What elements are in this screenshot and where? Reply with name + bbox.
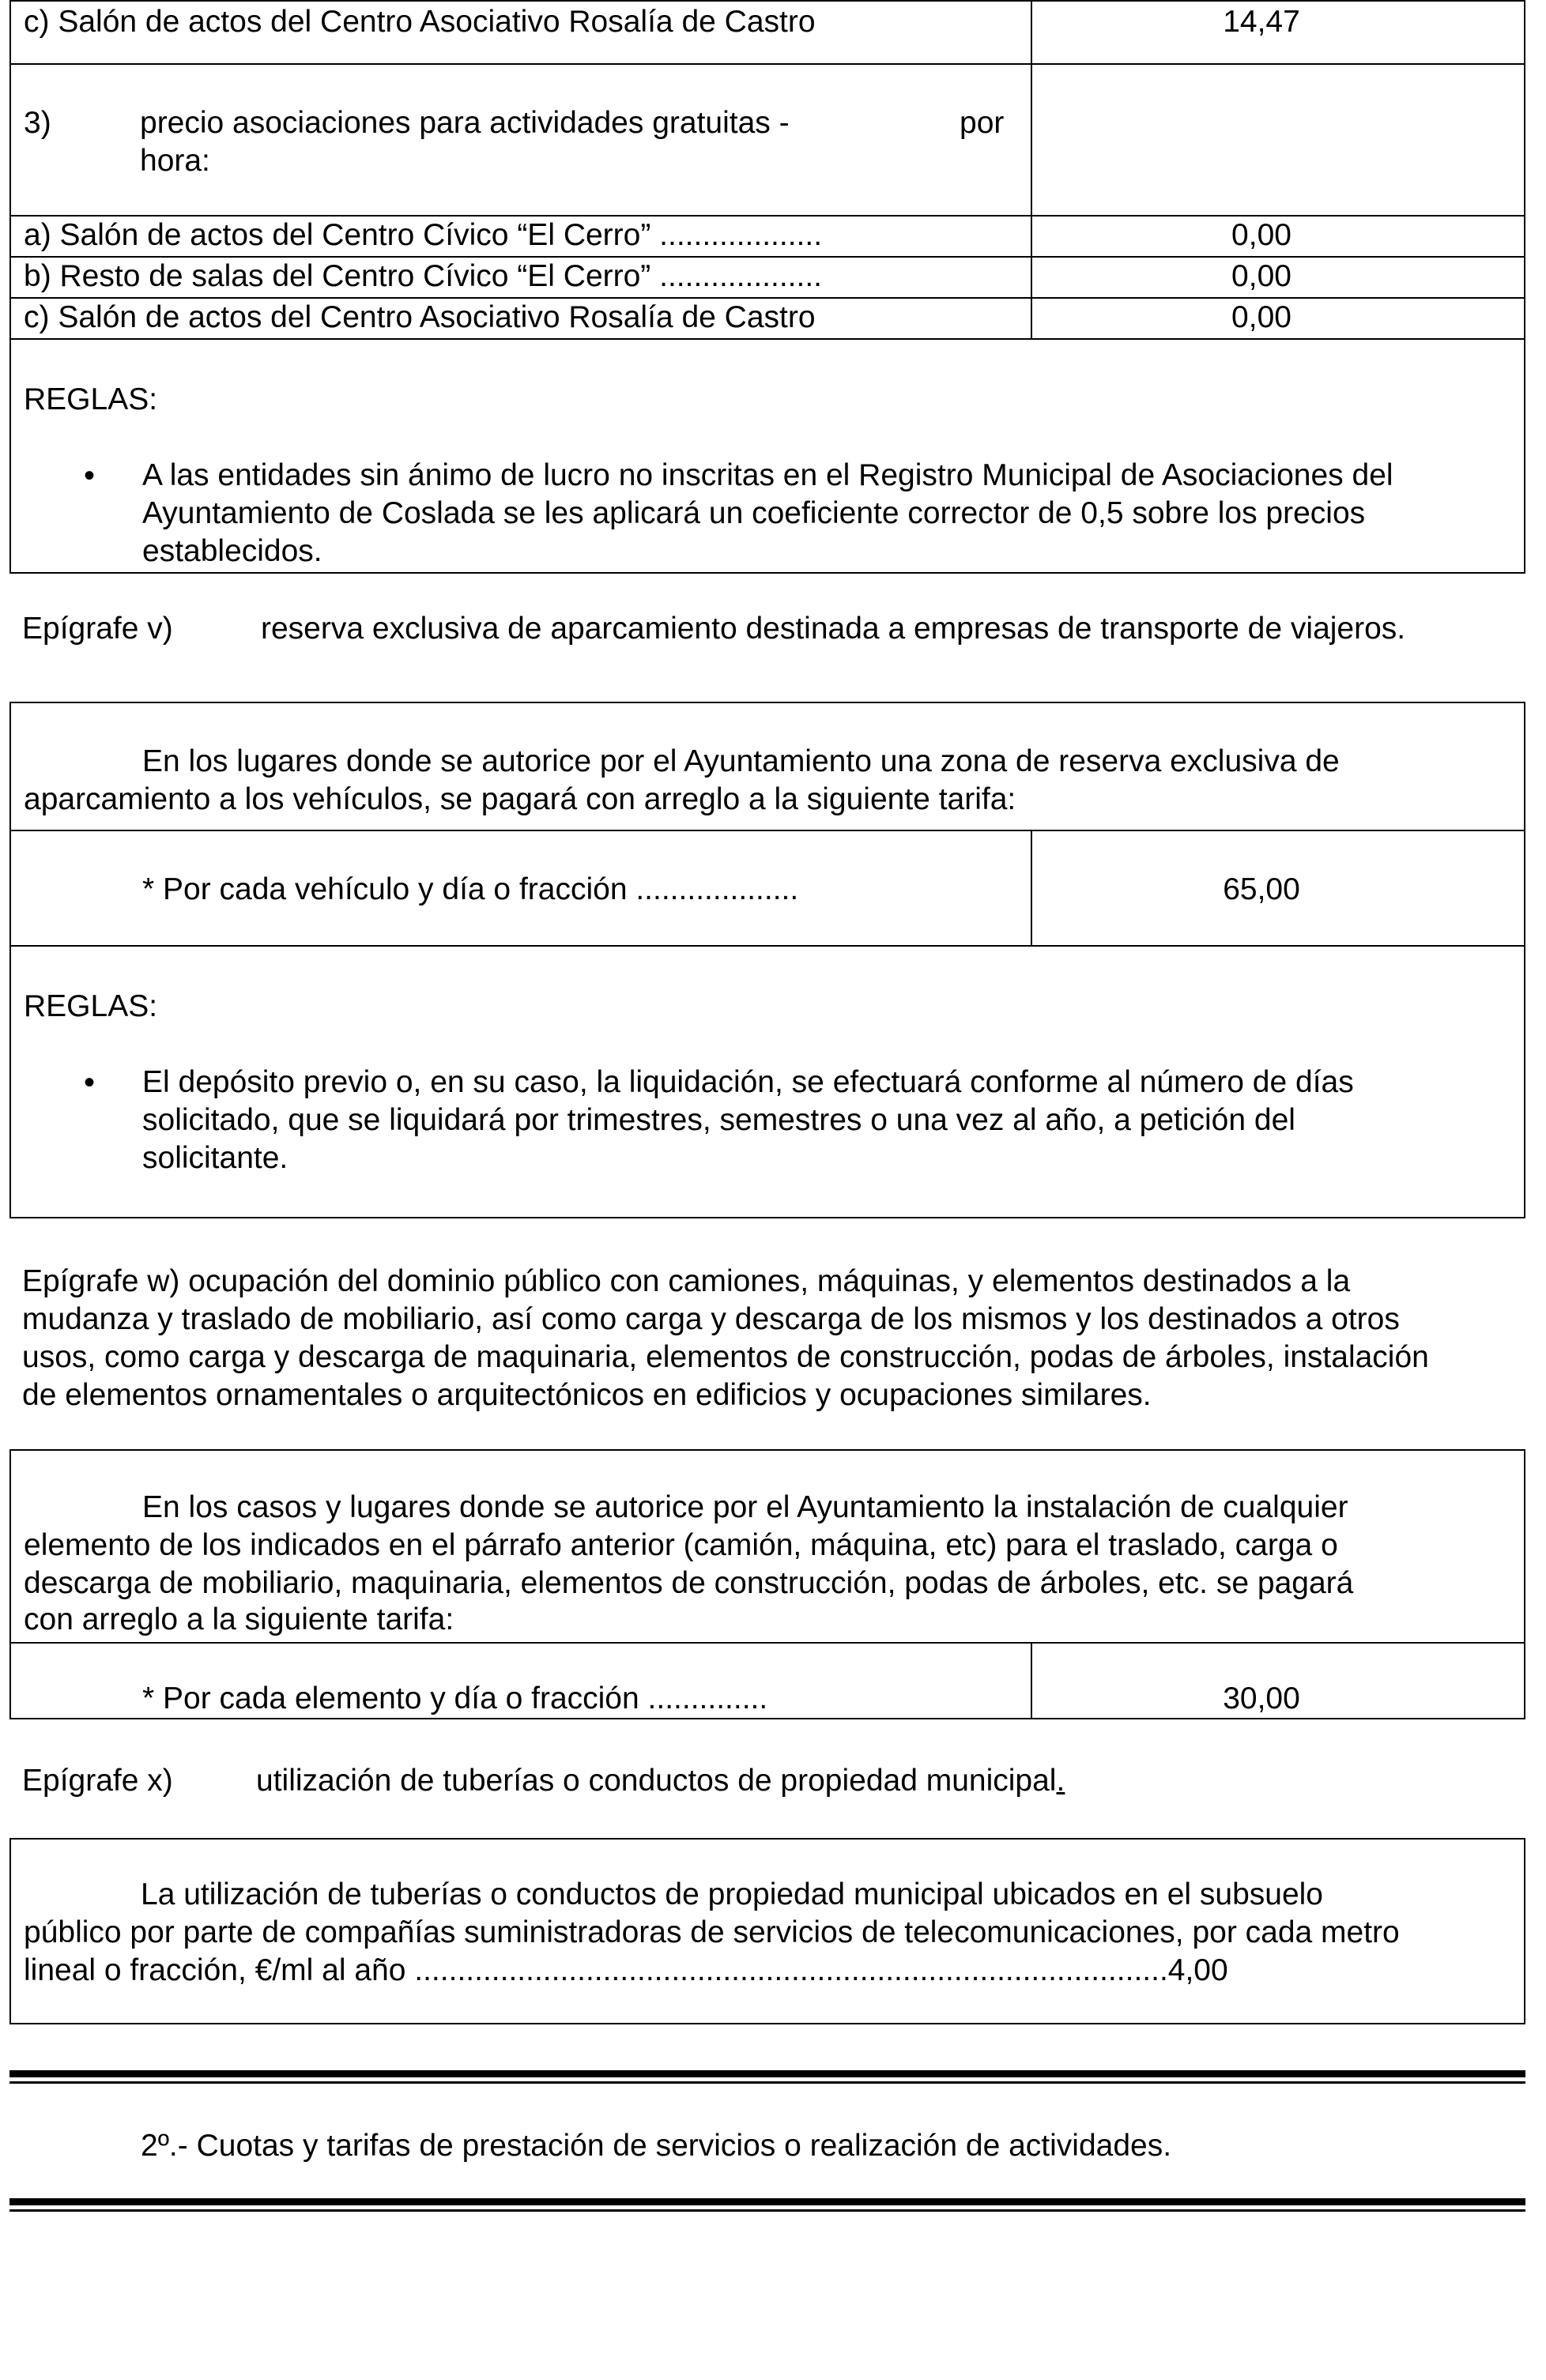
table-v-reglas-line2: solicitado, que se liquidará por trimestres, semestres o una vez al año, a petición del [142,1103,1295,1137]
table-w-intro-line4: con arreglo a la siguiente tarifa: [24,1602,454,1636]
table1-reglas-line2: Ayuntamiento de Coslada se les aplicará un coeficiente corrector de 0,5 sobre los precios [142,496,1366,530]
table1-row-c2-value-cell [1031,297,1525,340]
table-w-row-label-cell [9,1642,1032,1719]
epigrafe-x-body: utilización de tuberías o conductos de propiedad municipal [256,1764,1057,1798]
table1-row-b-value: 0,00 [1231,259,1291,293]
table-x-line2: público por parte de compañías suministradoras de servicios de telecomunicaciones, por cada metro [24,1915,1400,1949]
table1-reglas-line1: A las entidades sin ánimo de lucro no inscritas en el Registro Municipal de Asociaciones del [142,458,1393,492]
table-v-reglas-cell [9,945,1525,1218]
table-w-row-value-cell [1031,1642,1525,1719]
epigrafe-x-period: . [1056,1764,1065,1798]
epigrafe-v-text: reserva exclusiva de aparcamiento destinada a empresas de transporte de viajeros. [261,612,1406,646]
table1-section3-cell [9,63,1032,217]
epigrafe-w-line3: usos, como carga y descarga de maquinaria, elementos de construcción, podas de árboles, instalación [22,1340,1429,1374]
table-v-reglas-title: REGLAS: [24,989,158,1023]
epigrafe-x-label: Epígrafe x) [22,1764,173,1798]
table-w-intro-line1: En los casos y lugares donde se autorice por el Ayuntamiento la instalación de cualquier [142,1490,1348,1524]
divider-top-thick [9,2070,1525,2077]
table-w-intro-cell [9,1449,1525,1644]
table1-row-b-label: b) Resto de salas del Centro Cívico “El Cerro” ................... [24,259,823,293]
section3-por: por [960,106,1005,140]
table-w-row-label: * Por cada elemento y día o fracción .............. [142,1681,768,1715]
table1-row-b-label-cell [9,256,1032,299]
table1-reglas-cell [9,338,1525,574]
divider-bottom-thick [9,2198,1525,2205]
section3-number: 3) [24,106,51,140]
table1-row-c2-label-cell [9,297,1032,340]
section2-title: 2º.- Cuotas y tarifas de prestación de servicios o realización de actividades. [141,2129,1172,2163]
table-v-row-value: 65,00 [1223,872,1300,906]
divider-top-thin [9,2081,1525,2084]
epigrafe-x-text [256,1762,1065,1800]
table-v-row-label-cell [9,830,1032,947]
table1-section3-value-cell [1031,63,1525,217]
epigrafe-v-label: Epígrafe v) [22,612,173,646]
bullet-icon: • [84,458,96,493]
table-v-reglas-line1: El depósito previo o, en su caso, la liquidación, se efectuará conforme al número de días [142,1065,1354,1099]
table1-reglas-title: REGLAS: [24,382,158,416]
table1-row-c2-value: 0,00 [1231,300,1291,334]
table1-row-c1-label-cell [9,0,1032,65]
table-v-row-label: * Por cada vehículo y día o fracción ................... [142,872,799,906]
epigrafe-w-line1: Epígrafe w) ocupación del dominio público con camiones, máquinas, y elementos destinados a la [22,1264,1351,1298]
table-x-cell [9,1838,1525,2024]
table-v-reglas-line3: solicitante. [142,1141,288,1175]
table-w-intro-line3: descarga de mobiliario, maquinaria, elementos de construcción, podas de árboles, etc. se pagará [24,1566,1354,1600]
table-x-line3: lineal o fracción, €/ml al año ........................................................................................4,00 [24,1953,1228,1987]
table-v-intro-line1: En los lugares donde se autorice por el Ayuntamiento una zona de reserva exclusiva de [142,744,1340,778]
divider-bottom-thin [9,2209,1525,2212]
table-v-intro-line2: aparcamiento a los vehículos, se pagará con arreglo a la siguiente tarifa: [24,782,1016,816]
table1-row-c1-value-cell [1031,0,1525,65]
table-v-row-value-cell [1031,830,1525,947]
table1-row-a-label-cell [9,215,1032,258]
table1-row-c1-label: c) Salón de actos del Centro Asociativo Rosalía de Castro [24,5,816,39]
section3-line1: precio asociaciones para actividades gratuitas - [140,106,790,140]
table1-row-a-value-cell [1031,215,1525,258]
table-w-intro-line2: elemento de los indicados en el párrafo anterior (camión, máquina, etc) para el traslado, carga o [24,1528,1338,1562]
table1-row-b-value-cell [1031,256,1525,299]
table1-reglas-line3: establecidos. [142,534,322,568]
table-w-row-value: 30,00 [1223,1681,1300,1715]
table-v-intro-cell [9,702,1525,831]
table-x-line1: La utilización de tuberías o conductos de propiedad municipal ubicados en el subsuelo [141,1877,1323,1911]
epigrafe-w-line4: de elementos ornamentales o arquitectónicos en edificios y ocupaciones similares. [22,1378,1152,1412]
section3-line2: hora: [140,144,210,178]
table1-row-c2-label: c) Salón de actos del Centro Asociativo Rosalía de Castro [24,300,816,334]
epigrafe-w-line2: mudanza y traslado de mobiliario, así como carga y descarga de los mismos y los destinados a otros [22,1302,1400,1336]
table1-row-a-label: a) Salón de actos del Centro Cívico “El Cerro” ................... [24,218,823,252]
bullet-icon: • [84,1065,96,1100]
table1-row-a-value: 0,00 [1231,218,1291,252]
table1-row-c1-value: 14,47 [1223,5,1300,39]
